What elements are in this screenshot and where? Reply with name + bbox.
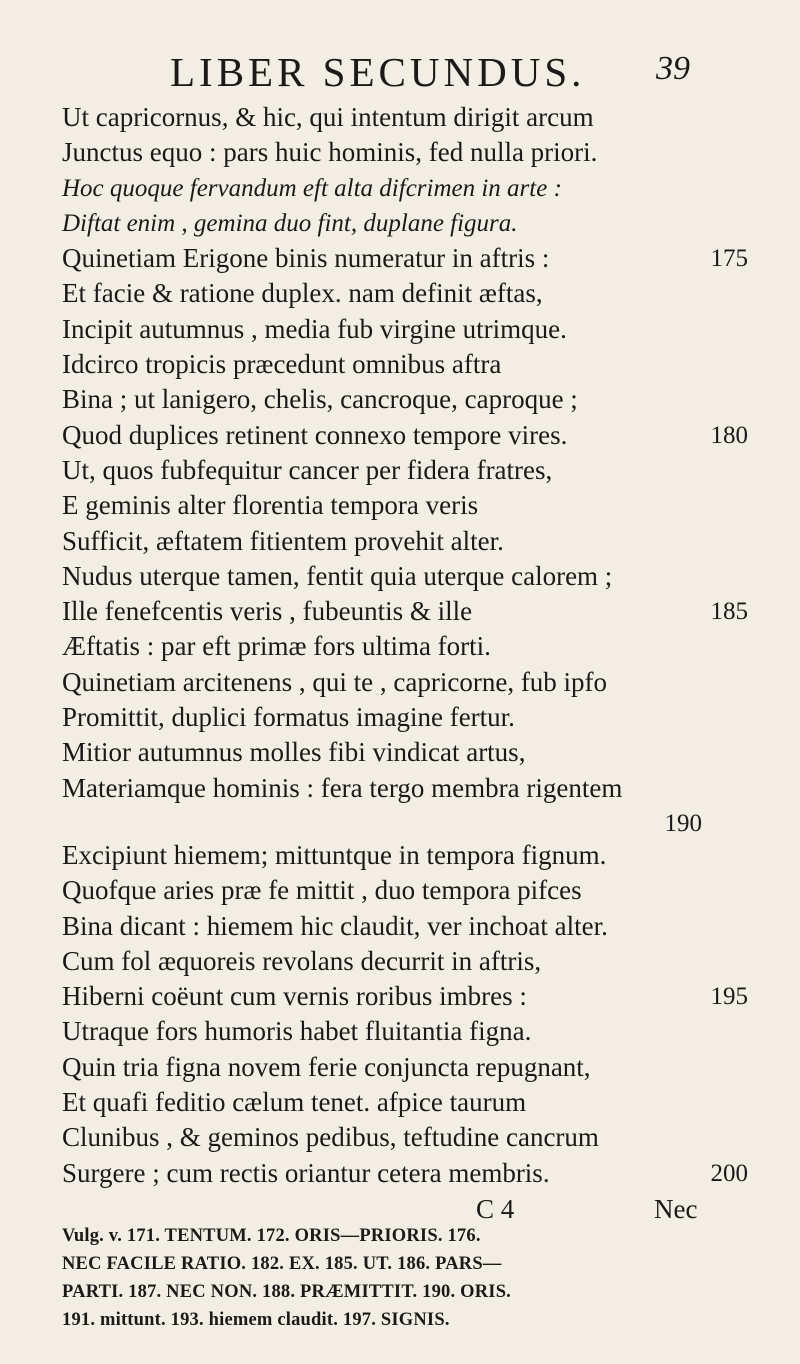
verse-text: Hiberni coëunt cum vernis roribus imbres : <box>62 981 527 1012</box>
note-line: 191. mittunt. 193. hiemem claudit. 197. SIGNIS. <box>62 1310 450 1330</box>
verse-text: Quin tria figna novem ferie conjuncta repugnant, <box>62 1051 591 1082</box>
verse-text: Utraque fors humoris habet fluitantia figna. <box>62 1016 532 1047</box>
verse-text: Quod duplices retinent connexo tempore vires. <box>62 419 568 450</box>
verse-text: Ut capricornus, & hic, qui intentum dirigit arcum <box>62 102 594 132</box>
verse-line <box>62 559 762 594</box>
verse-text: Diftat enim , gemina duo fint, duplane figura. <box>62 209 518 237</box>
verse-text: Materiamque hominis : fera tergo membra rigentem <box>62 772 623 803</box>
verse-line <box>62 1120 762 1155</box>
verse-text: Bina ; ut lanigero, chelis, cancroque, caproque ; <box>62 384 578 415</box>
verse-text: Quinetiam arcitenens , qui te , capricorne, fub ipfo <box>62 666 608 697</box>
verse-text: E geminis alter florentia tempora veris <box>62 490 479 521</box>
verse-text: Et quafi feditio cælum tenet. afpice taurum <box>62 1087 527 1118</box>
line-number: 175 <box>710 245 748 273</box>
note-line: NEC FACILE RATIO. 182. EX. 185. UT. 186. PARS— <box>62 1254 502 1274</box>
page-number: 39 <box>656 50 690 87</box>
verse-line <box>62 909 762 944</box>
verse-line <box>62 873 762 908</box>
verse-line <box>62 100 762 135</box>
verse-line <box>62 206 762 241</box>
verse-line <box>62 382 762 417</box>
verse-text: Idcirco tropicis præcedunt omnibus aftra <box>62 349 502 380</box>
verse-text: Mitior autumnus molles fibi vindicat artus, <box>62 737 526 768</box>
note-line: Vulg. v. 171. TENTUM. 172. ORIS—PRIORIS. 176. <box>62 1226 481 1246</box>
line-number: 200 <box>710 1159 748 1187</box>
verse-line <box>62 979 762 1014</box>
verse-line <box>62 700 762 735</box>
verse-text: Surgere ; cum rectis oriantur cetera membris. <box>62 1157 550 1188</box>
verse-text: Incipit autumnus , media fub virgine utrimque. <box>62 313 567 344</box>
verse-line <box>62 594 762 629</box>
verse-text: Clunibus , & geminos pedibus, teftudine cancrum <box>62 1122 599 1153</box>
verse-text: Ut, quos fubfequitur cancer per fidera fratres, <box>62 454 553 485</box>
verse-line <box>62 453 762 488</box>
verse-text: Æftatis : par eft primæ fors ultima forti. <box>62 631 491 662</box>
line-number: 185 <box>710 598 748 626</box>
note-line: PARTI. 187. NEC NON. 188. PRÆMITTIT. 190. ORIS. <box>62 1282 512 1302</box>
verse-text: Bina dicant : hiemem hic claudit, ver inchoat alter. <box>62 910 608 941</box>
variant-notes <box>62 1222 762 1334</box>
verse-text: Hoc quoque fervandum eft alta difcrimen in arte : <box>62 174 562 202</box>
line-number: 190 <box>664 809 702 837</box>
page-header <box>60 44 760 94</box>
verse-line <box>62 735 762 770</box>
verse-line <box>62 1014 762 1049</box>
verse-line <box>62 347 762 382</box>
verse-text: Et facie & ratione duplex. nam definit æftas, <box>62 278 543 309</box>
verse-line <box>62 944 762 979</box>
verse-line <box>62 665 762 700</box>
verse-line <box>62 135 762 170</box>
verse-text: Excipiunt hiemem; mittuntque in tempora fignum. <box>62 839 607 870</box>
verse-text: Sufficit, æftatem fitientem provehit alter. <box>62 525 504 556</box>
verse-line <box>62 1156 762 1191</box>
verse-line <box>62 241 762 276</box>
running-head: LIBER SECUNDUS. <box>170 49 586 95</box>
verse-line <box>62 276 762 311</box>
verse-line <box>62 418 762 453</box>
verse-line <box>62 524 762 559</box>
verse-text: Promittit, duplici formatus imagine fertur. <box>62 702 515 733</box>
verse-line <box>62 1085 762 1120</box>
verse-text: Quinetiam Erigone binis numeratur in aftris : <box>62 243 550 274</box>
signature-mark: C 4 <box>476 1193 515 1224</box>
catchword: Nec <box>654 1193 698 1224</box>
verse-text: Junctus equo : pars huic hominis, fed nulla priori. <box>62 137 598 168</box>
line-number: 195 <box>710 983 748 1011</box>
verse-text: Nudus uterque tamen, fentit quia uterque calorem ; <box>62 560 613 591</box>
verse-line <box>62 312 762 347</box>
verse-line <box>62 838 762 873</box>
verse-text: Quofque aries præ fe mittit , duo tempora pifces <box>62 875 582 906</box>
verse-line <box>62 771 762 806</box>
verse-line <box>62 629 762 664</box>
verse-line <box>62 488 762 523</box>
verse-text: Cum fol æquoreis revolans decurrit in aftris, <box>62 945 542 976</box>
verse-block <box>62 100 762 1227</box>
verse-text: Ille fenefcentis veris , fubeuntis & ille <box>62 596 473 627</box>
line-number: 180 <box>710 421 748 449</box>
verse-line <box>62 806 762 838</box>
verse-line <box>62 1050 762 1085</box>
verse-line <box>62 171 762 206</box>
